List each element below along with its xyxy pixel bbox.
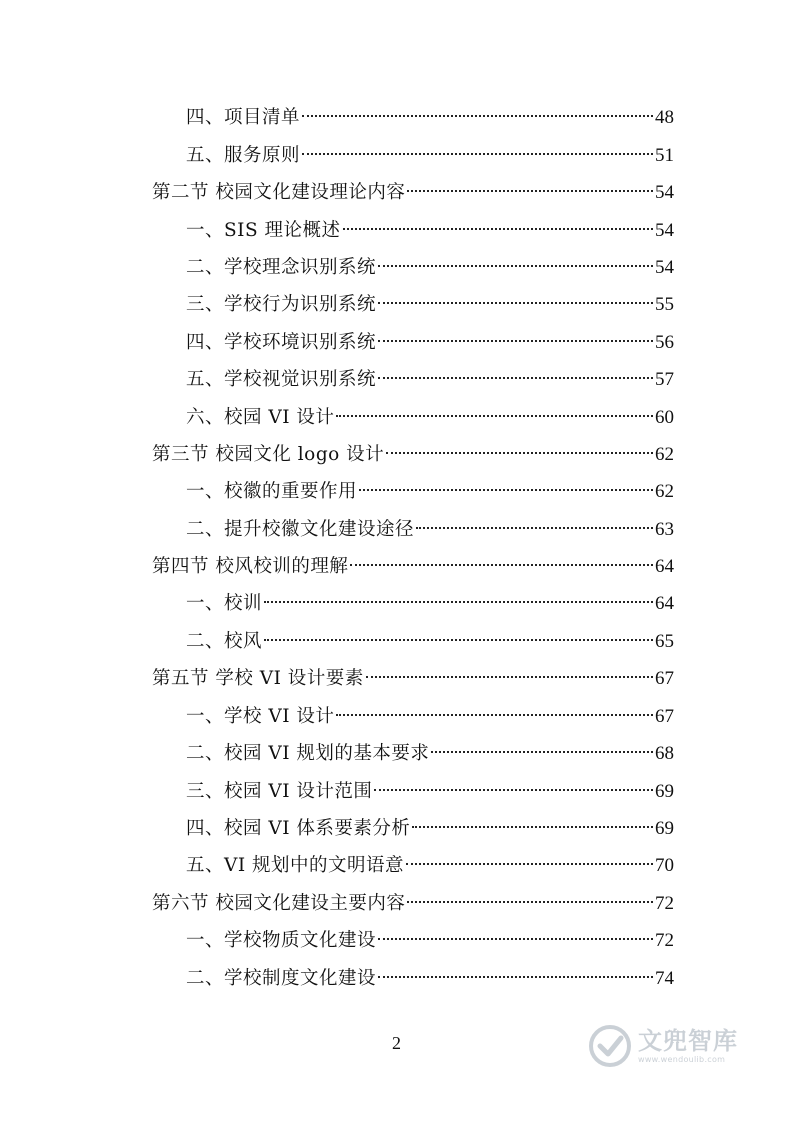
toc-entry-label: 一、学校物质文化建设 xyxy=(186,930,377,951)
toc-entry-page: 69 xyxy=(655,818,674,839)
page-number: 2 xyxy=(392,1033,401,1053)
toc-entry-label: 六、校园 VI 设计 xyxy=(186,407,335,428)
toc-entry-page: 54 xyxy=(655,220,674,241)
toc-leader-dots xyxy=(264,601,653,603)
toc-entry-label: 一、SIS 理论概述 xyxy=(186,220,341,241)
toc-entry[interactable] xyxy=(186,515,674,545)
toc-entry-label: 三、学校行为识别系统 xyxy=(186,294,377,315)
toc-entry-label: 二、提升校徽文化建设途径 xyxy=(186,519,415,540)
toc-leader-dots xyxy=(386,452,653,454)
toc-entry[interactable] xyxy=(186,141,674,171)
toc-entry-label: 四、项目清单 xyxy=(186,107,301,128)
watermark xyxy=(588,1016,753,1076)
toc-section-entry[interactable] xyxy=(152,552,674,582)
toc-entry[interactable] xyxy=(186,627,674,657)
toc-entry-page: 60 xyxy=(655,407,674,428)
toc-leader-dots xyxy=(416,527,653,529)
toc-entry[interactable] xyxy=(186,403,674,433)
toc-leader-dots xyxy=(407,901,653,903)
toc-entry-page: 54 xyxy=(655,182,674,203)
toc-entry-page: 74 xyxy=(655,968,674,989)
toc-entry[interactable] xyxy=(186,926,674,956)
toc-leader-dots xyxy=(431,751,653,753)
toc-entry-page: 55 xyxy=(655,294,674,315)
toc-entry[interactable] xyxy=(186,216,674,246)
toc-entry-page: 54 xyxy=(655,257,674,278)
toc-leader-dots xyxy=(378,938,653,940)
toc-entry[interactable] xyxy=(186,365,674,395)
toc-entry-page: 51 xyxy=(655,145,674,166)
toc-section-entry[interactable] xyxy=(152,889,674,919)
toc-leader-dots xyxy=(343,228,653,230)
toc-leader-dots xyxy=(412,826,653,828)
toc-leader-dots xyxy=(264,639,653,641)
toc-section-entry[interactable] xyxy=(152,440,674,470)
watermark-url: www.wendoulib.com xyxy=(638,1055,726,1064)
toc-section-entry[interactable] xyxy=(152,664,674,694)
toc-leader-dots xyxy=(378,340,653,342)
toc-entry[interactable] xyxy=(186,253,674,283)
toc-leader-dots xyxy=(302,153,653,155)
toc-entry[interactable] xyxy=(186,328,674,358)
toc-entry[interactable] xyxy=(186,589,674,619)
toc-leader-dots xyxy=(406,863,653,865)
toc-entry-label: 第三节 校园文化 logo 设计 xyxy=(152,444,385,465)
toc-entry[interactable] xyxy=(186,290,674,320)
toc-entry-label: 三、校园 VI 设计范围 xyxy=(186,781,373,802)
toc-leader-dots xyxy=(336,714,653,716)
toc-entry-label: 二、学校制度文化建设 xyxy=(186,968,377,989)
toc-leader-dots xyxy=(359,489,653,491)
watermark-text xyxy=(638,1027,738,1065)
toc-entry-label: 一、校训 xyxy=(186,593,263,614)
toc-entry-label: 二、学校理念识别系统 xyxy=(186,257,377,278)
toc-leader-dots xyxy=(407,190,653,192)
toc-leader-dots xyxy=(302,115,653,117)
toc-entry-page: 68 xyxy=(655,743,674,764)
toc-entry-page: 64 xyxy=(655,556,674,577)
toc-entry-page: 62 xyxy=(655,481,674,502)
toc-leader-dots xyxy=(378,377,653,379)
toc-entry-page: 72 xyxy=(655,930,674,951)
toc-entry-label: 二、校风 xyxy=(186,631,263,652)
toc-leader-dots xyxy=(374,789,653,791)
toc-entry-page: 62 xyxy=(655,444,674,465)
toc-leader-dots xyxy=(378,265,653,267)
toc-entry-label: 第四节 校风校训的理解 xyxy=(152,556,349,577)
toc-entry-page: 56 xyxy=(655,332,674,353)
toc-entry-page: 70 xyxy=(655,855,674,876)
toc-entry-label: 一、学校 VI 设计 xyxy=(186,706,335,727)
toc-entry-label: 五、服务原则 xyxy=(186,145,301,166)
toc-entry-page: 67 xyxy=(655,706,674,727)
toc-entry-page: 64 xyxy=(655,593,674,614)
toc-entry-label: 五、VI 规划中的文明语意 xyxy=(186,855,405,876)
toc-entry-page: 67 xyxy=(655,668,674,689)
toc-entry-page: 69 xyxy=(655,781,674,802)
toc-entry[interactable] xyxy=(186,477,674,507)
toc-leader-dots xyxy=(378,302,653,304)
toc-entry[interactable] xyxy=(186,103,674,133)
toc-entry[interactable] xyxy=(186,777,674,807)
toc-section-entry[interactable] xyxy=(152,178,674,208)
toc-entry-page: 57 xyxy=(655,369,674,390)
toc-entry-page: 63 xyxy=(655,519,674,540)
toc-entry-label: 第二节 校园文化建设理论内容 xyxy=(152,182,406,203)
toc-entry-label: 一、校徽的重要作用 xyxy=(186,481,358,502)
toc-entry[interactable] xyxy=(186,814,674,844)
toc-leader-dots xyxy=(350,564,653,566)
toc-entry-label: 第五节 学校 VI 设计要素 xyxy=(152,668,364,689)
toc-entry[interactable] xyxy=(186,702,674,732)
wendou-logo-icon xyxy=(588,1024,632,1068)
toc-leader-dots xyxy=(378,976,653,978)
toc-leader-dots xyxy=(336,415,653,417)
toc-entry-label: 五、学校视觉识别系统 xyxy=(186,369,377,390)
toc-entry-label: 第六节 校园文化建设主要内容 xyxy=(152,893,406,914)
toc-entry-label: 二、校园 VI 规划的基本要求 xyxy=(186,743,430,764)
toc-leader-dots xyxy=(366,676,653,678)
toc-entry-page: 72 xyxy=(655,893,674,914)
toc-entry-page: 65 xyxy=(655,631,674,652)
toc-entry-label: 四、学校环境识别系统 xyxy=(186,332,377,353)
toc-entry[interactable] xyxy=(186,851,674,881)
toc-entry-label: 四、校园 VI 体系要素分析 xyxy=(186,818,411,839)
toc-entry[interactable] xyxy=(186,739,674,769)
toc-entry[interactable] xyxy=(186,964,674,994)
toc-entry-page: 48 xyxy=(655,107,674,128)
watermark-brand: 文兜智库 xyxy=(638,1027,738,1055)
